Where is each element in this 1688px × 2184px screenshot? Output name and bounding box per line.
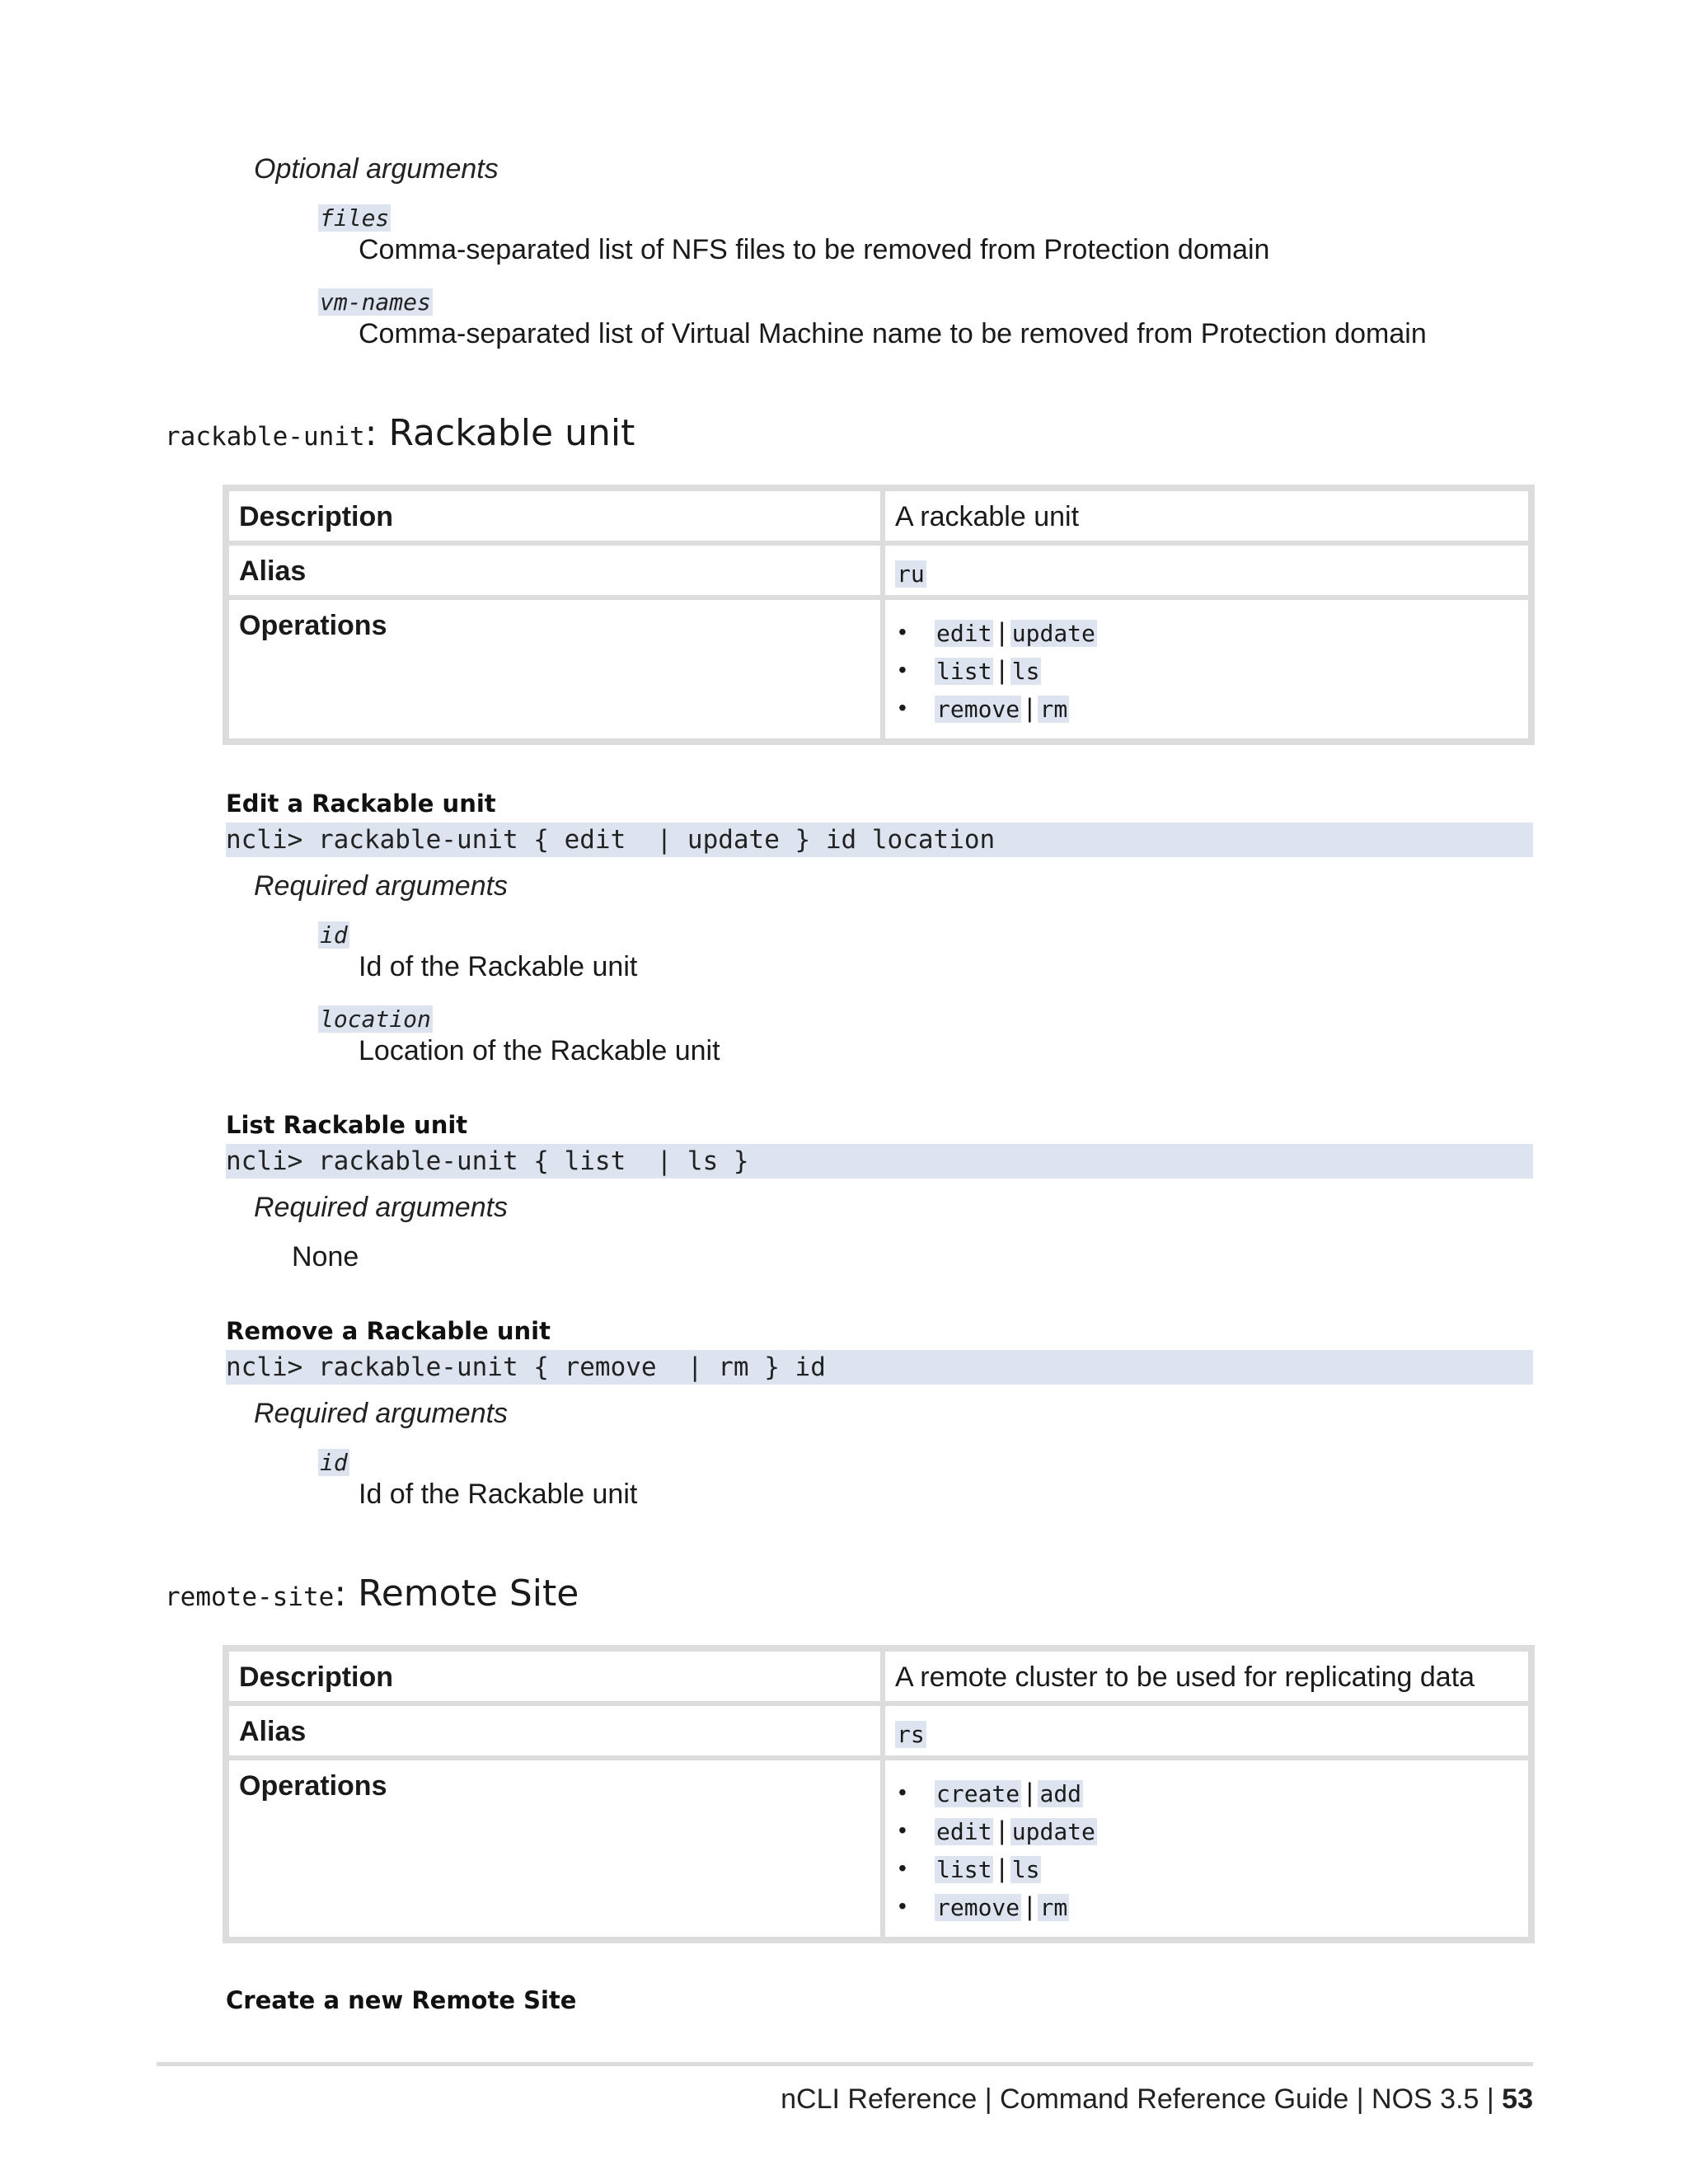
subsection-title-create: Create a new Remote Site [226,1986,577,2014]
arg-desc-location: Location of the Rackable unit [359,1035,720,1066]
footer-divider [157,2062,1533,2066]
description-key: Description [227,1649,883,1704]
operation-item: • remove | rm [898,693,1068,723]
description-value: A remote cluster to be used for replicating data [883,1649,1531,1704]
alias-value: rs [883,1704,1531,1758]
operations-key: Operations [227,598,883,741]
subsection-title-remove: Remove a Rackable unit [226,1317,551,1345]
required-arguments-heading: Required arguments [254,1192,509,1223]
no-arguments-text: None [292,1241,359,1272]
section-title-rackable-unit [165,412,635,454]
required-arguments-heading: Required arguments [254,870,509,902]
section-title-remote-site [165,1572,579,1615]
operations-list [895,1774,1518,1925]
operation-item: • create | add [898,1778,1082,1807]
operation-item: • list | ls [898,655,1040,685]
arg-name-location: location [320,1005,431,1033]
alias-key: Alias [227,1704,883,1758]
operation-item: • edit | update [898,1816,1095,1845]
remote-site-info-table [223,1645,1535,1943]
page-footer [577,2083,1533,2116]
page-number: 53 [1502,2083,1533,2115]
arg-desc-id: Id of the Rackable unit [359,1479,638,1510]
operations-value [883,598,1531,741]
rackable-unit-info-table [223,485,1535,745]
command-syntax-list: ncli> rackable-unit { list | ls } [226,1144,1533,1179]
operations-key: Operations [227,1758,883,1939]
section-title-text: : Remote Site [334,1572,579,1615]
subsection-title-edit: Edit a Rackable unit [226,790,496,818]
operation-item: • list | ls [898,1854,1040,1883]
arg-desc-vm-names: Comma-separated list of Virtual Machine name to be removed from Protection domain [359,318,1427,349]
operations-list [895,613,1518,727]
operations-value [883,1758,1531,1939]
operation-item: • remove | rm [898,1891,1068,1921]
arg-name-id: id [320,921,348,949]
description-key: Description [227,489,883,543]
description-value: A rackable unit [883,489,1531,543]
section-command: remote-site [165,1582,335,1612]
alias-key: Alias [227,543,883,598]
subsection-title-list: List Rackable unit [226,1111,468,1139]
command-syntax-remove: ncli> rackable-unit { remove | rm } id [226,1350,1533,1385]
arg-desc-id: Id of the Rackable unit [359,951,638,982]
arg-name-files: files [320,204,390,232]
arg-name-vm-names: vm-names [320,288,431,316]
command-syntax-edit: ncli> rackable-unit { edit | update } id location [226,823,1533,857]
arg-name-id: id [320,1449,348,1476]
section-title-text: : Rackable unit [364,412,635,454]
operation-item: • edit | update [898,617,1095,647]
section-command: rackable-unit [165,422,365,452]
arg-desc-files: Comma-separated list of NFS files to be removed from Protection domain [359,234,1270,265]
optional-arguments-heading: Optional arguments [254,153,499,185]
footer-text: nCLI Reference | Command Reference Guide | NOS 3.5 | [781,2083,1503,2115]
required-arguments-heading: Required arguments [254,1398,509,1429]
alias-value: ru [883,543,1531,598]
